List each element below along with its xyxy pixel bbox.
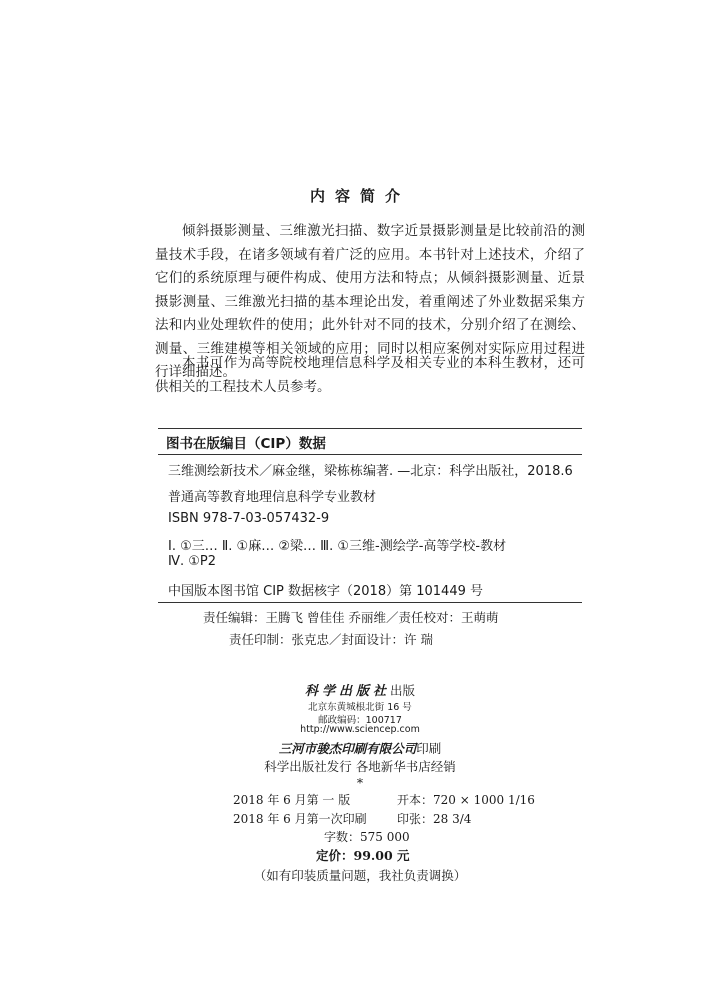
distribution-line: 科学出版社发行 各地新华书店经销 [264,759,456,774]
price: 定价：99.00 元 [316,848,410,863]
summary-paragraph-2: 本书可作为高等院校地理信息科学及相关专业的本科生教材，还可供相关的工程技术人员参考。 [155,355,585,395]
publisher-address: 北京东黄城根北街 16 号 [308,702,412,713]
credits-production: 责任印制：张克忠／封面设计：许 瑞 [229,632,433,647]
printer-line [0,738,720,757]
cip-series-line: 普通高等教育地理信息科学专业教材 [168,490,377,505]
summary-title: 内容简介 [309,187,410,205]
quality-note: （如有印装质量问题，我社负责调换） [253,868,467,883]
cip-heading-rule [158,454,582,455]
cip-bottom-rule [158,602,582,603]
cip-title-line: 三维测绘新技术／麻金继，梁栋栋编著. —北京：科学出版社，2018.6 [168,464,573,479]
cip-top-rule [158,428,582,429]
cip-subject-line: Ⅰ. ①三… Ⅱ. ①麻… ②梁… Ⅲ. ①三维-测绘学-高等学校-教材 [168,539,507,554]
printing-date: 2018 年 6 月第一次印刷 [233,812,367,826]
cip-record-line: 中国版本图书馆 CIP 数据核字（2018）第 101449 号 [168,584,483,599]
cip-classification-line: Ⅳ. ①P2 [168,554,217,569]
publisher-logo: 科学出版社 [304,684,390,699]
format-size: 开本：720 × 1000 1/16 [397,793,535,807]
publisher-website: http://www.sciencep.com [300,724,420,735]
summary-paragraph-1: 倾斜摄影测量、三维激光扫描、数字近景摄影测量是比较前沿的测量技术手段，在诸多领域有着广泛的应用。本书针对上述技术，介绍了它们的系统原理与硬件构成、使用方法和特点；从倾斜摄影测量、近景摄影测量、三维激光扫描的基本理论出发，着重阐述了外业数据采集方法和内业处理软件的使用；此外针对不同的技术，分别介绍了在测绘、测量、三维建模等相关领域的应用；同时以相应案例对实际应用过程进行详细描述。 [155,223,585,380]
publisher-postcode: 邮政编码：100717 [318,715,402,726]
publisher-suffix: 出版 [390,683,416,698]
printer-suffix: 印刷 [416,741,442,756]
word-count: 字数：575 000 [324,830,410,844]
credits-editors: 责任编辑：王腾飞 曾佳佳 乔丽维／责任校对：王萌萌 [203,610,499,625]
print-sheets: 印张：28 3/4 [397,812,472,826]
printer-name: 三河市骏杰印刷有限公司 [278,741,417,756]
cip-heading: 图书在版编目（CIP）数据 [166,436,326,452]
edition-date: 2018 年 6 月第 一 版 [233,793,351,807]
cip-isbn-line: ISBN 978-7-03-057432-9 [168,511,330,526]
separator-star: * [356,775,364,790]
publisher-line [0,680,720,699]
